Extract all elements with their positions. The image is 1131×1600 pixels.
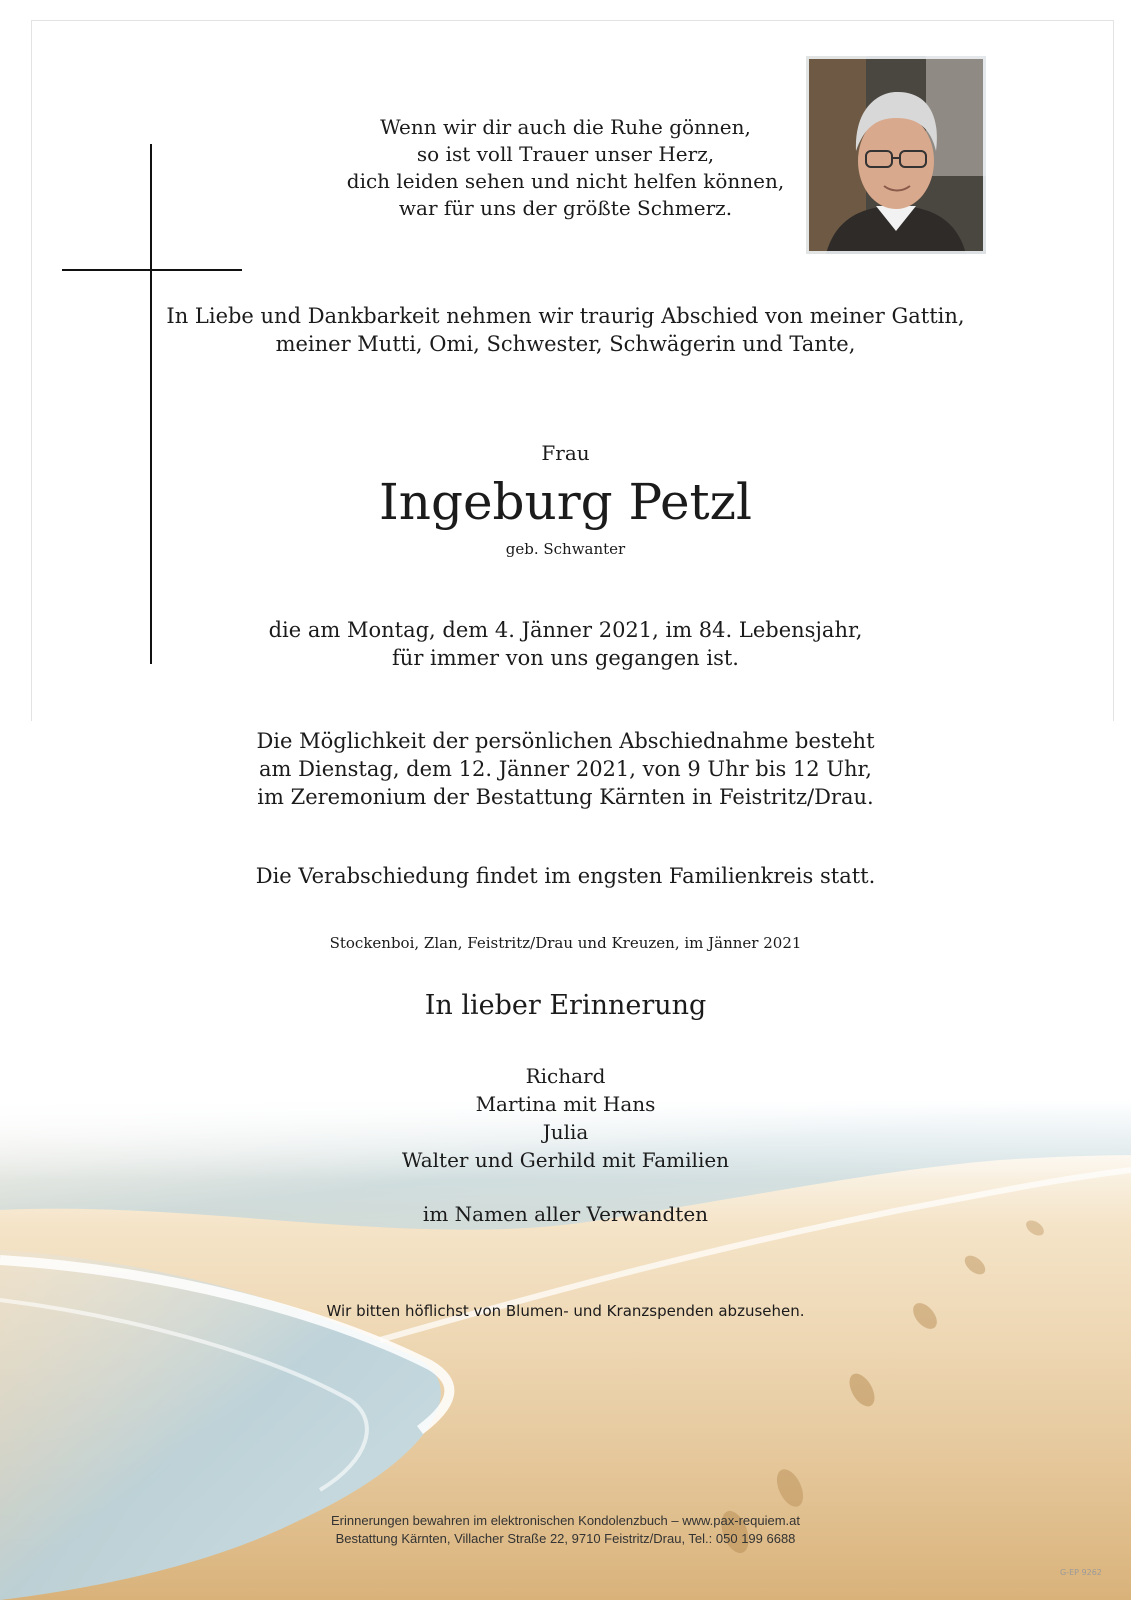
family-member: Richard bbox=[525, 1064, 606, 1088]
poem-verse bbox=[0, 114, 1131, 222]
footer-condolence-line: Erinnerungen bewahren im elektronischen Kondolenzbuch – www.pax-requiem.at bbox=[331, 1513, 800, 1528]
death-notice bbox=[0, 616, 1131, 672]
family-member: Martina mit Hans bbox=[475, 1092, 656, 1116]
family-member: Walter und Gerhild mit Familien bbox=[401, 1148, 730, 1172]
intro-line: meiner Mutti, Omi, Schwester, Schwägerin und Tante, bbox=[275, 332, 856, 356]
flowers-note: Wir bitten höflichst von Blumen- und Kranzspenden abzusehen. bbox=[326, 1302, 805, 1320]
visitation-line: Die Möglichkeit der persönlichen Abschiednahme besteht bbox=[256, 729, 875, 753]
memory-title: In lieber Erinnerung bbox=[424, 990, 707, 1021]
visitation-line: am Dienstag, dem 12. Jänner 2021, von 9 Uhr bis 12 Uhr, bbox=[259, 757, 872, 781]
cross-vertical-bar bbox=[150, 144, 152, 664]
farewell-intro bbox=[0, 302, 1131, 358]
family-member: Julia bbox=[542, 1120, 589, 1144]
verse-line: war für uns der größte Schmerz. bbox=[398, 196, 733, 220]
footer-address-line: Bestattung Kärnten, Villacher Straße 22, 9710 Feistritz/Drau, Tel.: 050 199 6688 bbox=[335, 1531, 796, 1546]
verse-line: so ist voll Trauer unser Herz, bbox=[416, 142, 715, 166]
visitation-line: im Zeremonium der Bestattung Kärnten in Feistritz/Drau. bbox=[257, 785, 874, 809]
ceremony-note: Die Verabschiedung findet im engsten Familienkreis statt. bbox=[255, 864, 876, 888]
footer bbox=[0, 1512, 1131, 1548]
birth-name: geb. Schwanter bbox=[505, 540, 626, 558]
verse-line: Wenn wir dir auch die Ruhe gönnen, bbox=[380, 115, 751, 139]
verse-line: dich leiden sehen und nicht helfen können, bbox=[346, 169, 785, 193]
death-line: die am Montag, dem 4. Jänner 2021, im 84. Lebensjahr, bbox=[268, 618, 863, 642]
family-list bbox=[0, 1062, 1131, 1174]
deceased-name: Ingeburg Petzl bbox=[379, 473, 752, 531]
document-code: G-EP 9262 bbox=[1060, 1568, 1102, 1577]
salutation: Frau bbox=[541, 441, 590, 465]
visitation-info bbox=[0, 727, 1131, 811]
cross-horizontal-bar bbox=[62, 269, 242, 271]
death-line: für immer von uns gegangen ist. bbox=[392, 646, 739, 670]
relatives-note: im Namen aller Verwandten bbox=[422, 1202, 709, 1226]
intro-line: In Liebe und Dankbarkeit nehmen wir traurig Abschied von meiner Gattin, bbox=[166, 304, 965, 328]
place-date: Stockenboi, Zlan, Feistritz/Drau und Kreuzen, im Jänner 2021 bbox=[329, 934, 802, 952]
